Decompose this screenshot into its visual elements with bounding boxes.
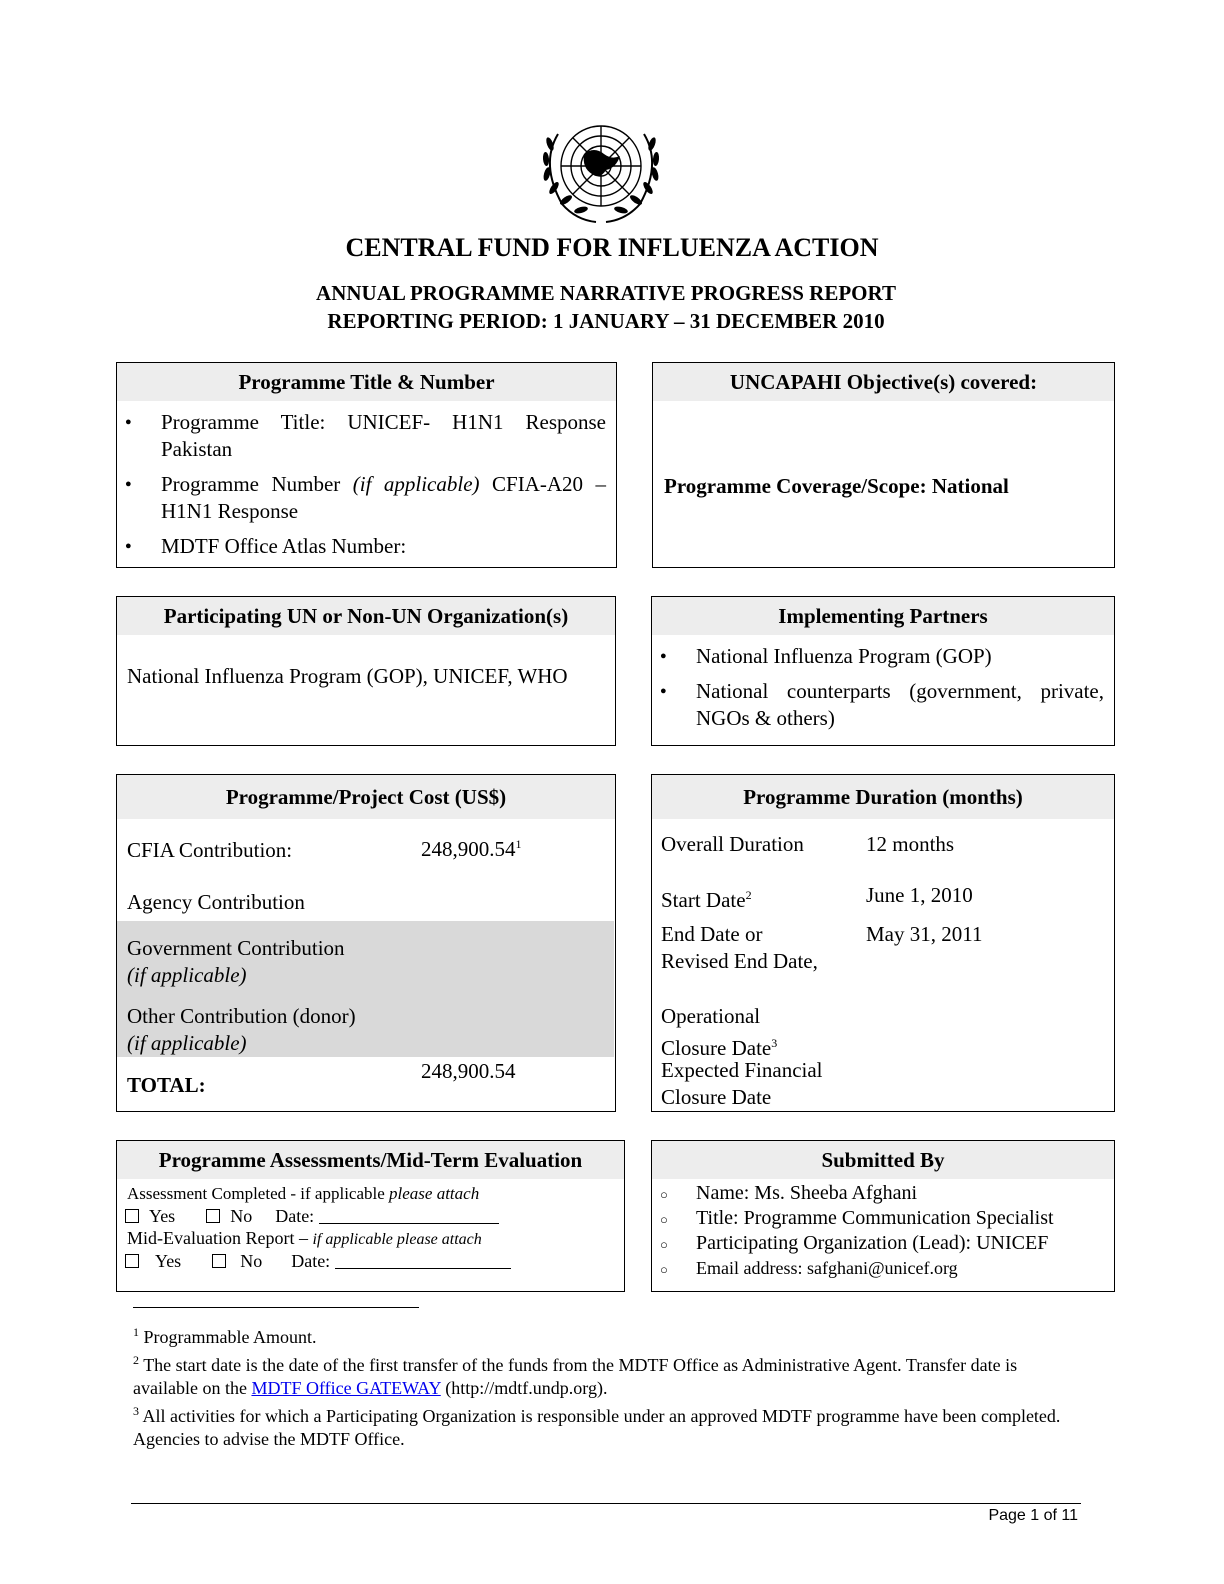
submitter-organization: ○ Participating Organization (Lead): UNICEF bbox=[652, 1231, 1114, 1256]
assessment-date-field[interactable] bbox=[319, 1209, 499, 1224]
objectives-box bbox=[652, 362, 1115, 568]
participating-orgs-box bbox=[116, 596, 616, 746]
submitter-email: ○ Email address: safghani@unicef.org bbox=[652, 1256, 1114, 1281]
assessment-options-row: Yes No Date: bbox=[125, 1205, 499, 1227]
atlas-number-item: ● MDTF Office Atlas Number: bbox=[117, 533, 606, 560]
assessment-box bbox=[116, 1140, 625, 1292]
overall-duration-label: Overall Duration bbox=[661, 832, 804, 856]
operational-closure-label: Operational Closure Date$^3$ bbox=[661, 1004, 778, 1060]
start-date-value: June 1, 2010 bbox=[866, 883, 973, 907]
mid-evaluation-yes-checkbox[interactable] bbox=[125, 1254, 139, 1268]
footer-divider bbox=[131, 1503, 1081, 1504]
partner-item: ● National Influenza Program (GOP) bbox=[652, 643, 1104, 670]
assessment-heading: Programme Assessments/Mid-Term Evaluation bbox=[117, 1141, 624, 1179]
cfia-contribution-label: CFIA Contribution: bbox=[127, 838, 293, 862]
assessment-yes-checkbox[interactable] bbox=[125, 1209, 139, 1223]
programme-title-heading: Programme Title & Number bbox=[117, 363, 616, 401]
objectives-heading: UNCAPAHI Objective(s) covered: bbox=[653, 363, 1114, 401]
programme-coverage: Programme Coverage/Scope: National bbox=[664, 474, 1009, 498]
footnote-2: $^2$ The start date is the date of the first transfer of the funds from the MDTF Office as Administrative Agent. Transfer date is available on the MDTF Office GATEWAY (http://mdtf.undp.org). bbox=[133, 1353, 1018, 1398]
submitter-title: ○ Title: Programme Communication Specialist bbox=[652, 1206, 1114, 1231]
participating-orgs-heading: Participating UN or Non-UN Organization(s) bbox=[117, 597, 615, 635]
mid-evaluation-date-field[interactable] bbox=[335, 1254, 511, 1269]
assessment-no-checkbox[interactable] bbox=[206, 1209, 220, 1223]
cfia-contribution-value: 248,900.54$^1$ bbox=[421, 837, 522, 861]
implementing-partners-heading: Implementing Partners bbox=[652, 597, 1114, 635]
programme-title-box bbox=[116, 362, 617, 568]
participating-orgs-text: National Influenza Program (GOP), UNICEF, WHO bbox=[127, 664, 568, 688]
assessment-completed-line: Assessment Completed - if applicable please attach bbox=[127, 1184, 480, 1203]
document-title: CENTRAL FUND FOR INFLUENZA ACTION bbox=[345, 233, 879, 262]
report-subtitle: ANNUAL PROGRAMME NARRATIVE PROGRESS REPORT bbox=[316, 281, 896, 305]
un-emblem-logo bbox=[536, 114, 666, 226]
total-value: 248,900.54 bbox=[421, 1059, 516, 1083]
submitted-by-heading: Submitted By bbox=[652, 1141, 1114, 1179]
overall-duration-value: 12 months bbox=[866, 832, 955, 856]
footnotes bbox=[133, 1321, 1083, 1451]
programme-number-item: ● Programme Number (if applicable) CFIA-A20 – H1N1 Response bbox=[117, 471, 606, 525]
footnote-3: $^3$ All activities for which a Participating Organization is responsible under an approved MDTF programme have been completed. Agencies to advise the MDTF Office. bbox=[133, 1404, 1061, 1449]
footnote-1: $^1$ Programmable Amount. bbox=[133, 1325, 317, 1347]
partner-item: ● National counterparts (government, private, NGOs & others) bbox=[652, 678, 1104, 732]
mid-evaluation-no-checkbox[interactable] bbox=[212, 1254, 226, 1268]
end-date-value: May 31, 2011 bbox=[866, 922, 983, 946]
government-contribution-label: Government Contribution (if applicable) bbox=[127, 936, 345, 987]
programme-duration-heading: Programme Duration (months) bbox=[652, 775, 1114, 819]
programme-duration-box bbox=[651, 774, 1115, 1112]
total-label: TOTAL: bbox=[127, 1073, 206, 1097]
footnote-divider bbox=[133, 1307, 419, 1308]
mid-evaluation-line: Mid-Evaluation Report – if applicable please attach bbox=[127, 1228, 482, 1248]
mid-evaluation-options-row: Yes No Date: bbox=[125, 1250, 511, 1272]
financial-closure-label: Expected Financial Closure Date bbox=[661, 1058, 823, 1109]
programme-title-item: ● Programme Title: UNICEF- H1N1 Response Pakistan bbox=[117, 409, 606, 463]
programme-cost-heading: Programme/Project Cost (US$) bbox=[117, 775, 615, 819]
other-contribution-label: Other Contribution (donor) (if applicable) bbox=[127, 1004, 356, 1055]
page-number: Page 1 of 11 bbox=[988, 1507, 1078, 1524]
end-date-label: End Date or Revised End Date, bbox=[661, 922, 818, 973]
start-date-label: Start Date$^2$ bbox=[661, 888, 752, 912]
agency-contribution-label: Agency Contribution bbox=[127, 890, 305, 914]
submitter-name: ○ Name: Ms. Sheeba Afghani bbox=[652, 1181, 1114, 1206]
implementing-partners-box bbox=[651, 596, 1115, 746]
mdtf-gateway-link[interactable]: MDTF Office GATEWAY bbox=[251, 1378, 441, 1398]
programme-cost-box bbox=[116, 774, 616, 1112]
reporting-period: REPORTING PERIOD: 1 JANUARY – 31 DECEMBER 2010 bbox=[327, 309, 885, 333]
submitted-by-box bbox=[651, 1140, 1115, 1292]
